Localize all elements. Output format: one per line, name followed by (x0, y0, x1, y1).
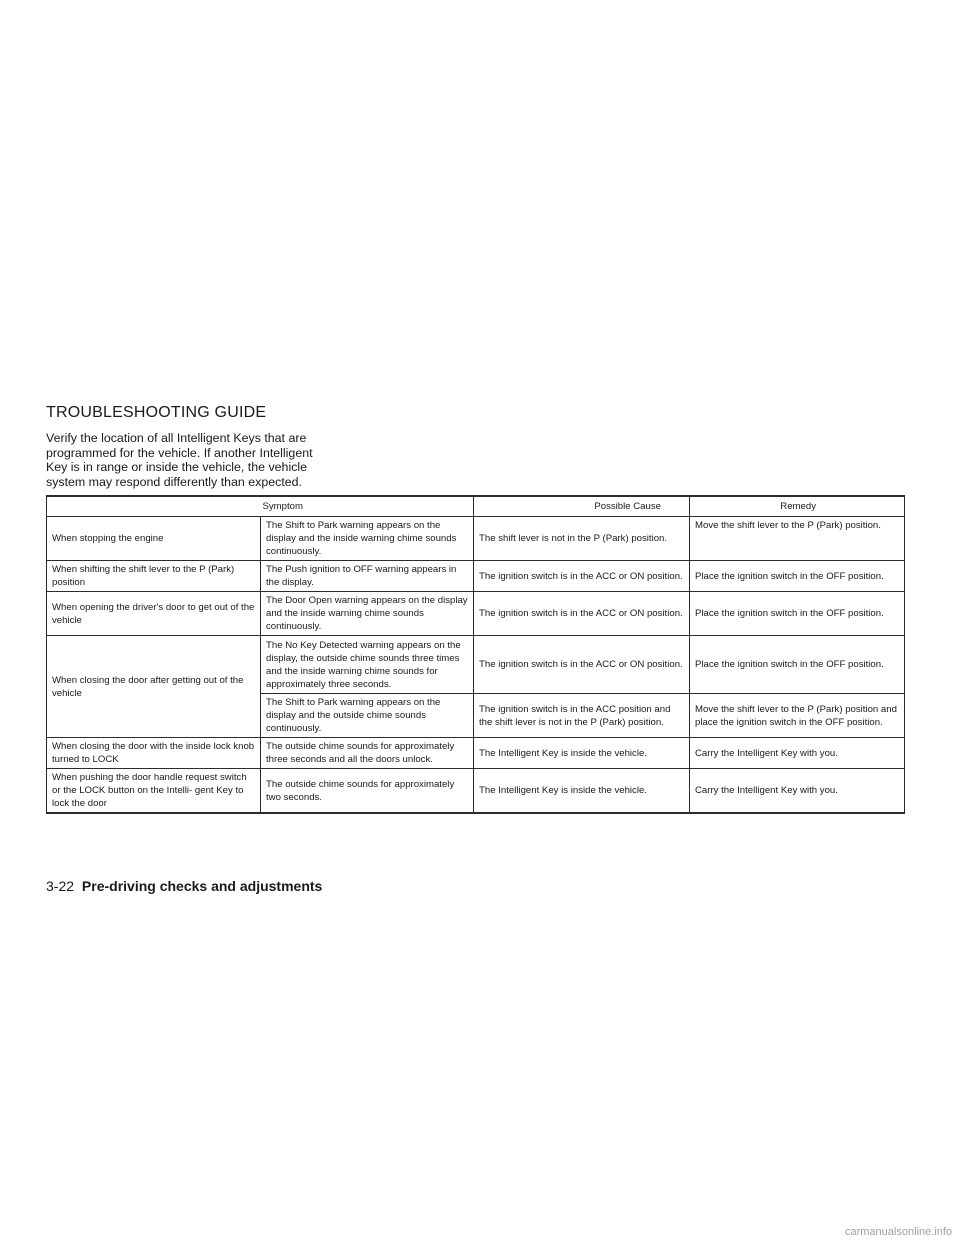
remedy-cell: Place the ignition switch in the OFF position. (690, 636, 905, 694)
table-row (47, 636, 905, 694)
symptom-cell: When pushing the door handle request switch or the LOCK button on the Intelli- gent Key to lock the door (47, 769, 261, 814)
remedy-cell: Move the shift lever to the P (Park) position. (690, 517, 905, 561)
cause-cell: The Intelligent Key is inside the vehicle. (474, 769, 690, 814)
troubleshooting-table (46, 495, 905, 814)
cause-cell: The ignition switch is in the ACC or ON position. (474, 592, 690, 636)
chapter-title: Pre-driving checks and adjustments (81, 878, 323, 894)
header-remedy: Remedy (690, 496, 905, 517)
remedy-cell: Place the ignition switch in the OFF position. (690, 561, 905, 592)
condition-cell: The outside chime sounds for approximately two seconds. (261, 769, 474, 814)
watermark: carmanualsonline.info (844, 1226, 952, 1238)
table-row (47, 738, 905, 769)
table-row (47, 592, 905, 636)
remedy-cell: Carry the Intelligent Key with you. (690, 738, 905, 769)
section-title: TROUBLESHOOTING GUIDE (46, 404, 267, 421)
symptom-cell: When closing the door with the inside lock knob turned to LOCK (47, 738, 261, 769)
cause-cell: The Intelligent Key is inside the vehicle. (474, 738, 690, 769)
condition-cell: The No Key Detected warning appears on the display, the outside chime sounds three times and the inside warning chime sounds for approximately three seconds. (261, 636, 474, 694)
condition-cell: The Shift to Park warning appears on the display and the inside warning chime sounds continuously. (261, 517, 474, 561)
condition-cell: The Push ignition to OFF warning appears in the display. (261, 561, 474, 592)
cause-cell: The shift lever is not in the P (Park) position. (474, 517, 690, 561)
remedy-cell: Move the shift lever to the P (Park) position and place the ignition switch in the OFF position. (690, 694, 905, 738)
table-header-row (47, 496, 905, 517)
condition-cell: The outside chime sounds for approximately three seconds and all the doors unlock. (261, 738, 474, 769)
symptom-cell: When opening the driver's door to get out of the vehicle (47, 592, 261, 636)
page-footer (46, 878, 322, 894)
header-symptom: Symptom (47, 496, 474, 517)
symptom-cell: When stopping the engine (47, 517, 261, 561)
symptom-cell: When shifting the shift lever to the P (Park) position (47, 561, 261, 592)
symptom-cell: When closing the door after getting out of the vehicle (47, 636, 261, 738)
cause-cell: The ignition switch is in the ACC or ON position. (474, 561, 690, 592)
condition-cell: The Shift to Park warning appears on the display and the outside chime sounds continuously. (261, 694, 474, 738)
page-number: 3-22 (46, 878, 75, 894)
remedy-cell: Carry the Intelligent Key with you. (690, 769, 905, 814)
cause-cell: The ignition switch is in the ACC or ON position. (474, 636, 690, 694)
condition-cell: The Door Open warning appears on the display and the inside warning chime sounds continuously. (261, 592, 474, 636)
remedy-cell: Place the ignition switch in the OFF position. (690, 592, 905, 636)
intro-paragraph: Verify the location of all Intelligent Keys that are programmed for the vehicle. If another Intelligent Key is in range or inside the vehicle, the vehicle system may respond differently than expected. (46, 431, 313, 489)
table-row (47, 561, 905, 592)
cause-cell: The ignition switch is in the ACC position and the shift lever is not in the P (Park) position. (474, 694, 690, 738)
header-possible-cause: Possible Cause (474, 496, 690, 517)
table-row (47, 517, 905, 561)
table-row (47, 769, 905, 814)
